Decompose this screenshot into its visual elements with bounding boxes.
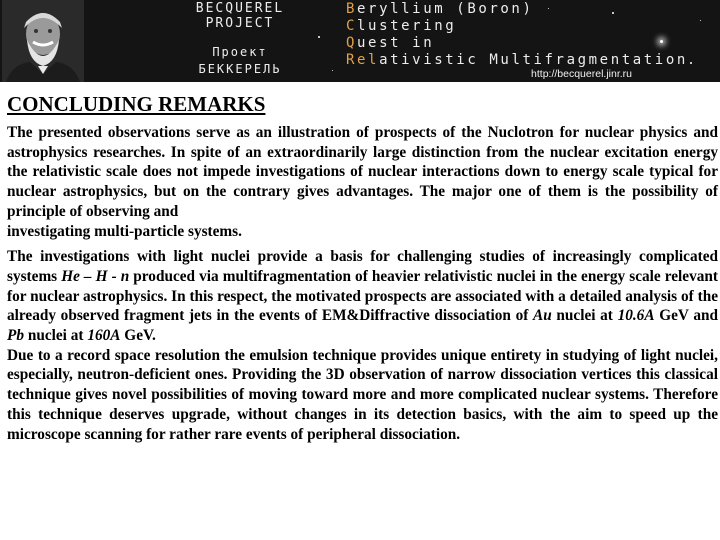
project-name-ru-line2: БЕККЕРЕЛЬ	[198, 62, 282, 76]
star-decoration	[612, 12, 614, 14]
project-url-link[interactable]: http://becquerel.jinr.ru	[531, 68, 632, 80]
paragraph-2: The investigations with light nuclei provide a basis for challenging studies of increasingly complicated systems He – H - n produced via multifragmentation of heavier relativistic nuclei in the energy scale relevant for nuclear astrophysics. In this respect, the motivated prospects are associated with a detailed analysis of the already observed fragment jets in the events of EM&Diffractive dissociation of Au nuclei at 10.6A GeV and Pb nuclei at 160A GeV.	[7, 248, 718, 345]
banner-title-line-3: Quest in	[346, 35, 435, 51]
star-decoration	[700, 20, 701, 21]
banner-title-line-1: Beryllium (Boron)	[346, 1, 534, 17]
project-name-ru-line1: Проект	[212, 45, 268, 59]
header-banner	[0, 0, 720, 82]
page-title: CONCLUDING REMARKS	[7, 92, 266, 116]
star-decoration	[318, 36, 320, 38]
star-decoration	[690, 62, 692, 64]
star-decoration	[660, 40, 663, 43]
paragraph-3: Due to a record space resolution the emulsion technique provides unique entirety in studying of light nuclei, especially, neutron-deficient ones. Providing the 3D observation of narrow dissociation vertices this classical technique gives novel possibilities of moving toward more and more complicated nuclear systems. Therefore this technique deserves upgrade, without changes in its detection basics, with the aim to speed up the microscope scanning for rather rare events of peripheral dissociation.	[7, 346, 718, 443]
becquerel-portrait-image	[2, 0, 84, 82]
project-name-en-line1: BECQUEREL	[195, 1, 285, 16]
project-name-en-line2: PROJECT	[205, 16, 275, 31]
star-decoration	[548, 8, 549, 9]
concluding-remarks-body	[7, 123, 718, 444]
banner-title-line-2: Clustering	[346, 18, 457, 34]
paragraph-1: The presented observations serve as an illustration of prospects of the Nuclotron for nuclear physics and astrophysics researches. In spite of an extraordinarily large distinction from the nuclear excitation energy the relativistic scale does not impede investigations of nuclear interactions down to energy scale typical for nuclear astrophysics, but on the contrary gives advantages. The major one of them is the possibility of principle of observing and investigating multi-particle systems.	[7, 124, 718, 240]
star-decoration	[332, 70, 333, 71]
banner-title-line-4: Relativistic Multifragmentation	[346, 52, 688, 68]
